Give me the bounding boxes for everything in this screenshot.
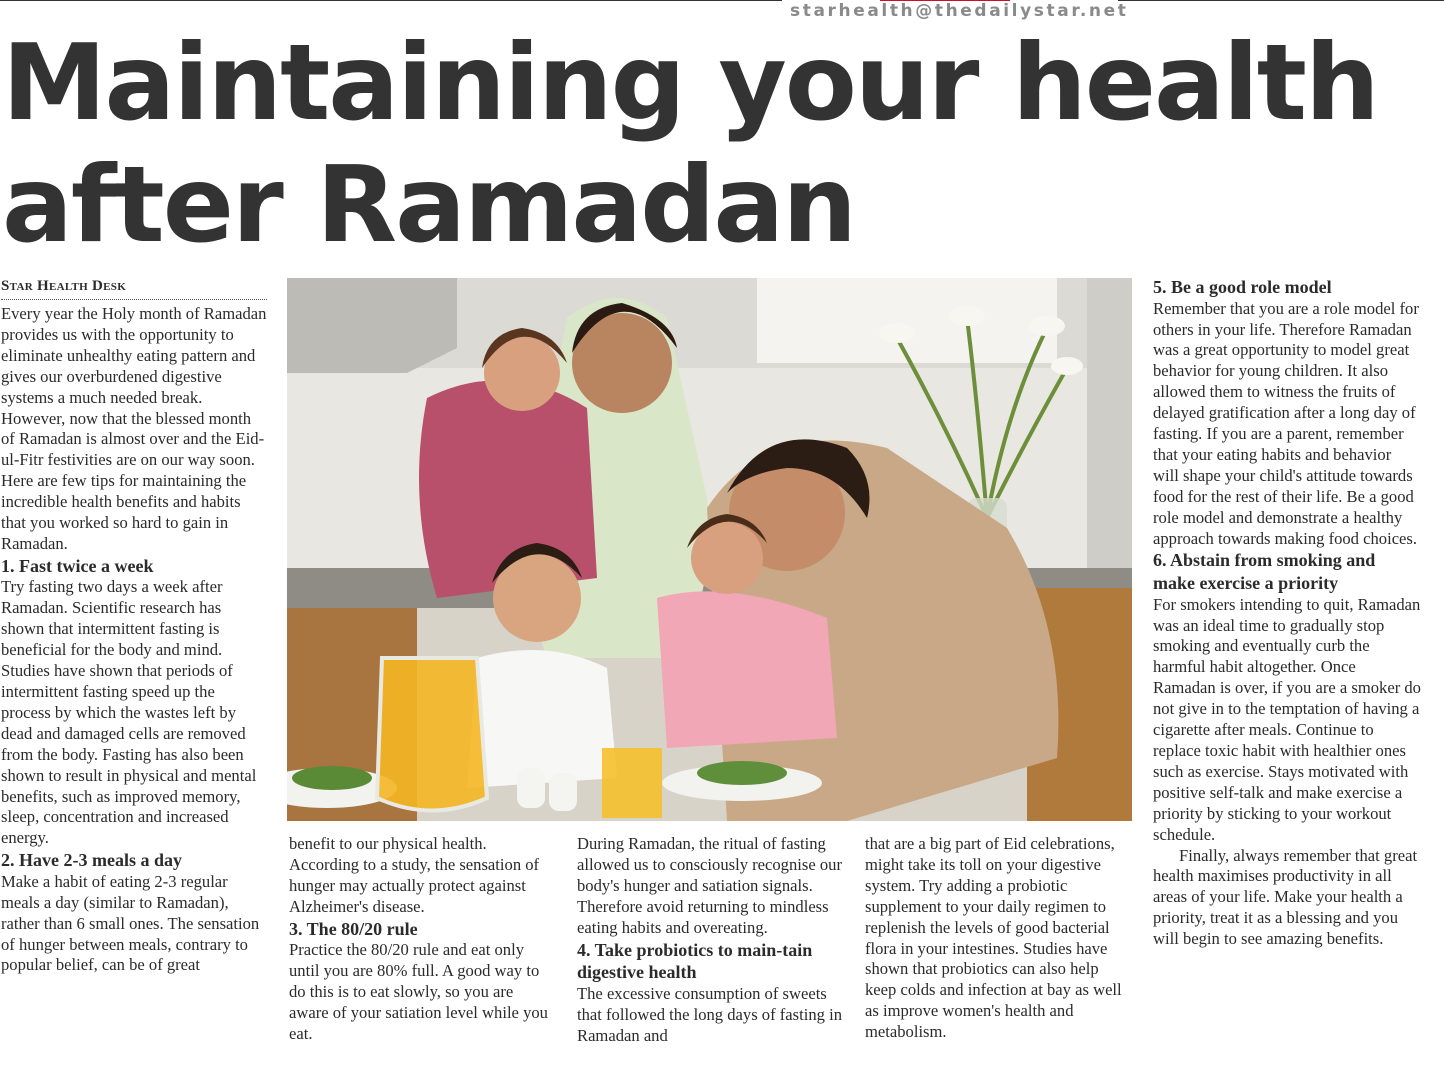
top-rule-right — [1118, 0, 1444, 1]
column-4 — [865, 834, 1131, 1043]
tip-2-continued: benefit to our physical health. According to a study, the sensation of hunger may actually protect against Alzheimer's disease. — [289, 834, 540, 916]
contact-email[interactable]: starhealth@thedailystar.net — [790, 1, 1129, 21]
tip-5-body: Remember that you are a role model for others in your life. Therefore Ramadan was a great opportunity to model great behavior for young children. It also allowed them to witness the fruits of delayed gratification after a long day of fasting. If you are a parent, remember that your eating habits and behavior will shape your child's attitude towards food for the rest of their life. Be a good role model and demonstrate a healthy approach towards making food choices. — [1153, 298, 1419, 548]
tip-2-body: Make a habit of eating 2-3 regular meals a day (similar to Ramadan), rather than 6 small ones. The sensation of hunger between meals, contrary to popular belief, can be of great — [1, 871, 260, 975]
tip-3-continued: During Ramadan, the ritual of fasting allowed us to consciously recognise our body's hunger and satiation signals. Therefore avoid returning to mindless eating habits and overeating. — [577, 834, 842, 937]
column-5 — [1153, 276, 1421, 950]
tip-6-heading: 6. Abstain from smoking and make exercise a priority — [1153, 550, 1376, 594]
top-rule-left — [0, 0, 782, 1]
tip-2-heading: 2. Have 2-3 meals a day — [1, 850, 182, 871]
tip-1-heading: 1. Fast twice a week — [1, 555, 154, 576]
closing-paragraph: Finally, always remember that great health maximises productivity in all areas of your life. Make your health a priority, treat it as a blessing and you will begin to see amazing benefits. — [1153, 845, 1418, 949]
tip-5-heading: 5. Be a good role model — [1153, 277, 1332, 297]
tip-4-continued: that are a big part of Eid celebrations, might take its toll on your digestive system. Try adding a probiotic supplement to your daily regimen to replenish the levels of good bacterial flora in your intestines. Studies have shown that probiotics can also help keep colds and infection at bay as well as improve women's health and metabolism. — [865, 834, 1122, 1042]
tip-4-body: The excessive consumption of sweets that followed the long days of fasting in Ramadan and — [577, 983, 842, 1045]
column-1 — [1, 277, 267, 976]
byline: Star Health Desk — [1, 278, 127, 294]
headline-line-2: after Ramadan — [2, 144, 856, 266]
column-2 — [289, 834, 555, 1045]
family-dinner-photo — [287, 278, 1132, 821]
intro-paragraph: Every year the Holy month of Ramadan provides us with the opportunity to eliminate unhealthy eating pattern and gives our overburdened digestive systems a much needed break. However, now that the blessed month of Ramadan is almost over and the Eid-ul-Fitr festivities are on our way soon. Here are few tips for maintaining the incredible health benefits and habits that you worked so hard to gain in Ramadan. — [1, 304, 267, 553]
column-3 — [577, 834, 843, 1046]
tip-4-heading: 4. Take probiotics to main-tain digestive health — [577, 939, 813, 983]
tip-3-body: Practice the 80/20 rule and eat only until you are 80% full. A good way to do this is to eat slowly, so you are aware of your satiation level while you eat. — [289, 940, 548, 1043]
headline-line-1: Maintaining your health — [2, 22, 1378, 144]
tip-6-body: For smokers intending to quit, Ramadan was an ideal time to gradually stop smoking and eventually curb the harmful habit altogether. Once Ramadan is over, if you are a smoker do not give in to the temptation of having a cigarette after meals. Continue to replace toxic habit with healthier ones such as exercise. Stays motivated with positive self-talk and make exercise a priority by sticking to your workout schedule. — [1153, 594, 1421, 844]
photo-illustration — [287, 278, 1132, 821]
tip-1-body: Try fasting two days a week after Ramadan. Scientific research has shown that intermittent fasting is beneficial for the body and mind. Studies have shown that periods of intermittent fasting speed up the process by which the wastes left by dead and damaged cells are removed from the body. Fasting has also been shown to result in physical and mental benefits, such as improved memory, sleep, concentration and increased energy. — [1, 577, 257, 848]
tip-3-heading: 3. The 80/20 rule — [289, 918, 418, 939]
headline — [2, 22, 1378, 266]
byline-rule — [1, 299, 267, 300]
